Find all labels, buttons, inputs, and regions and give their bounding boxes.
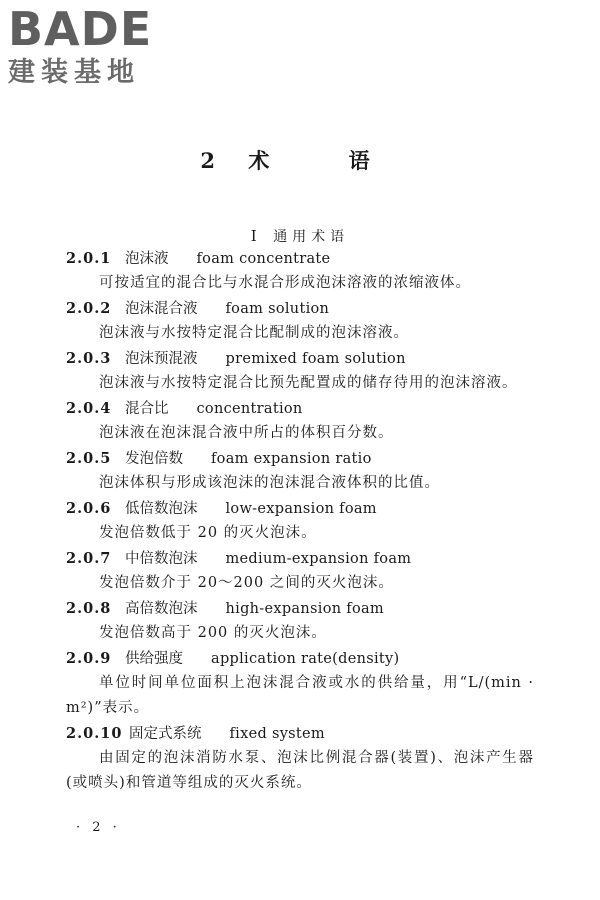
term-chinese: 供给强度 [125, 651, 183, 667]
term-heading [0, 396, 600, 421]
term-chinese: 高倍数泡沫 [125, 601, 198, 617]
term-english: concentration [196, 401, 303, 417]
term-heading [0, 646, 600, 671]
term-heading [0, 596, 600, 621]
term-definition: 泡沫液与水按特定混合比配制成的泡沫溶液。 [99, 325, 409, 341]
term-definition: 可按适宜的混合比与水混合形成泡沫溶液的浓缩液体。 [99, 275, 471, 291]
term-number: 2.0.7 [66, 550, 112, 567]
term-definition: 单位时间单位面积上泡沫混合液或水的供给量，用“L/(min · m²)”表示。 [66, 675, 534, 716]
term-heading [0, 246, 600, 271]
publisher-logo [8, 4, 178, 88]
term-heading [0, 346, 600, 371]
term-entry [0, 496, 600, 546]
term-entry [0, 246, 600, 296]
logo-subtitle: 建装基地 [8, 57, 140, 88]
section-roman-numeral: I [250, 227, 257, 245]
term-number: 2.0.5 [66, 450, 112, 467]
term-english: low-expansion foam [225, 501, 377, 517]
term-english: medium-expansion foam [225, 551, 412, 567]
term-chinese: 低倍数泡沫 [125, 501, 198, 517]
term-definition: 发泡倍数高于 200 的灭火泡沫。 [99, 625, 327, 641]
term-entry [0, 396, 600, 446]
term-entry [0, 546, 600, 596]
term-number: 2.0.3 [66, 350, 112, 367]
term-chinese: 泡沫预混液 [125, 351, 198, 367]
chapter-number: 2 [200, 148, 215, 173]
term-english: application rate(density) [211, 651, 400, 667]
term-heading [0, 296, 600, 321]
term-definition: 泡沫体积与形成该泡沫的泡沫混合液体积的比值。 [99, 475, 440, 491]
term-heading [0, 446, 600, 471]
term-definition: 泡沫液在泡沫混合液中所占的体积百分数。 [99, 425, 394, 441]
term-entry [0, 296, 600, 346]
term-number: 2.0.2 [66, 300, 112, 317]
term-definition: 发泡倍数低于 20 的灭火泡沫。 [99, 525, 317, 541]
term-chinese: 中倍数泡沫 [125, 551, 198, 567]
term-english: fixed system [229, 726, 325, 742]
term-number: 2.0.9 [66, 650, 112, 667]
term-heading [0, 496, 600, 521]
term-chinese: 发泡倍数 [125, 451, 183, 467]
term-chinese: 混合比 [125, 401, 169, 417]
term-heading [0, 721, 600, 746]
term-chinese: 泡沫混合液 [125, 301, 198, 317]
section-name: 通用术语 [273, 229, 350, 245]
chapter-title [0, 146, 600, 176]
term-definition: 发泡倍数介于 20～200 之间的灭火泡沫。 [99, 575, 394, 591]
term-number: 2.0.1 [66, 250, 112, 267]
term-number: 2.0.4 [66, 400, 112, 417]
term-english: high-expansion foam [225, 601, 384, 617]
term-heading [0, 546, 600, 571]
chapter-name: 术 语 [248, 148, 400, 173]
term-chinese: 泡沫液 [125, 251, 169, 267]
section-title [0, 226, 600, 247]
term-english: foam concentrate [196, 251, 331, 267]
term-entry [0, 646, 600, 721]
term-chinese: 固定式系统 [129, 726, 202, 742]
term-list [0, 246, 600, 796]
logo-wordmark: BADE [8, 2, 153, 56]
term-entry [0, 346, 600, 396]
term-number: 2.0.8 [66, 600, 112, 617]
term-definition: 泡沫液与水按特定混合比预先配置成的储存待用的泡沫溶液。 [99, 375, 518, 391]
term-english: foam expansion ratio [211, 451, 372, 467]
term-number: 2.0.10 [66, 725, 123, 742]
term-english: premixed foam solution [225, 351, 406, 367]
term-number: 2.0.6 [66, 500, 112, 517]
term-entry [0, 446, 600, 496]
term-entry [0, 596, 600, 646]
term-definition: 由固定的泡沫消防水泵、泡沫比例混合器(装置)、泡沫产生器(或喷头)和管道等组成的灭火系统。 [66, 750, 534, 791]
page-number: · 2 · [76, 820, 121, 835]
term-english: foam solution [225, 301, 330, 317]
term-entry [0, 721, 600, 796]
